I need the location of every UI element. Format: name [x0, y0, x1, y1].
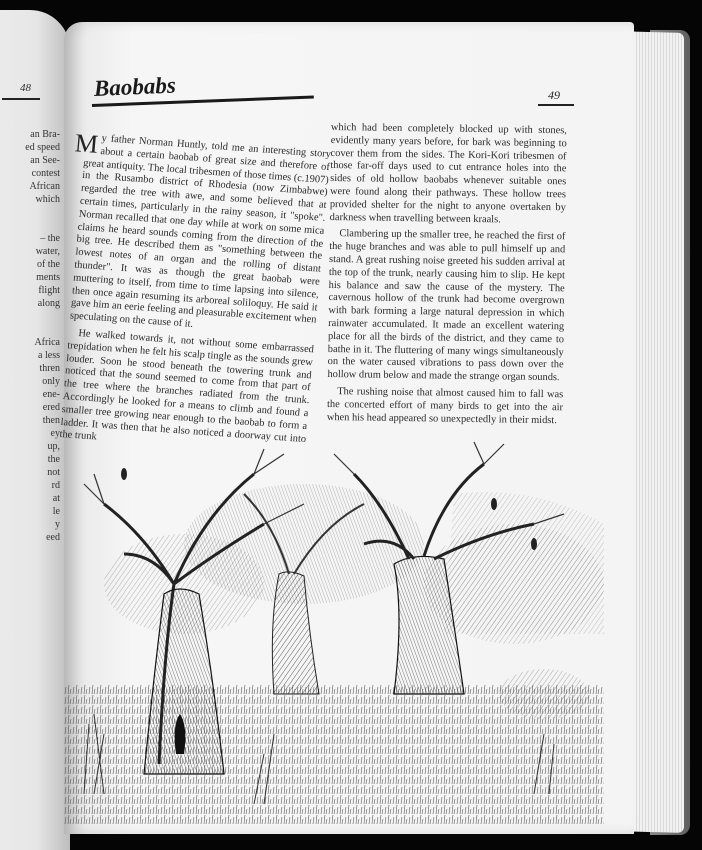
paragraph: Clambering up the smaller tree, he reached the first of the huge branches and was able to pull himself up and stand. A great rushing noise greeted his sudden arrival at the top of the trunk, nearly causing him to slip. He kept his balance and saw the cause of the mystery. The cavernous hollow of the trunk had become overgrown with bark forming a large natural depression in which rainwater accumulated. It made an excellent watering place for all the birds of the district, and they came to bathe in it. The fluttering of many wings simultaneously on the water caused vibrations to pass down over the hollow drum below and made the strange organ sounds.: [327, 228, 566, 384]
paragraph: which had been completely blocked up with stones, evidently many years before, for bark was beginning to cover them from the sides. The Kori-Kori tribesmen of those far-off days used to cut entrance holes into the sides of old hollow baobabs whenever suitable ones were found along their pathways. These hollow trees provided shelter for the night to anyone overtaken by darkness when travelling between kraals.: [329, 122, 567, 225]
left-page-fragment: [0, 206, 60, 219]
left-page-fragment: contest: [31, 168, 60, 179]
left-page-fragment: flight: [38, 285, 60, 296]
left-page-fragment: an Bra-: [30, 129, 60, 140]
left-page-fragment: Africa: [34, 337, 60, 348]
left-page-fragment: a less: [38, 350, 60, 361]
left-page-fragment: of the: [36, 259, 60, 270]
left-header-rule: [2, 98, 40, 100]
right-page-number: 49: [548, 88, 560, 102]
left-page-fragment: African: [29, 181, 60, 192]
left-page-fragment: [0, 323, 60, 336]
left-page-fragment: [0, 219, 60, 232]
left-page-fragment: not: [47, 467, 60, 478]
left-page-fragment: ey: [50, 428, 60, 439]
left-page-fragment: ed speed: [25, 142, 60, 153]
paragraph: He walked towards it, not without some embarrassed trepidation when he felt his scalp tingle as the sounds grew louder. Soon he stood beneath the towering trunk and noticed that the sound seemed to come from that part of the tree where the branches radiated from the trunk. Accordingly he looked for a means to climb and found a smaller tree growing near enough to the baobab to form a ladder. It was then that he also noticed a doorway cut into the trunk: [59, 327, 315, 445]
left-page-fragment: ered: [42, 402, 60, 413]
left-page-fragment: at: [52, 493, 60, 504]
left-page-fragment: along: [37, 298, 60, 309]
paragraph-text: y father Norman Huntly, told me an interesting story about a certain baobab of great size and therefore of great antiquity. The local tribesmen of those times (c.1907) in the Rusambo district of Rhodesia (now Zimbabwe) regarded the tree with awe, and some believed that at certain times, particularly in the rainy season, it "spoke". Norman recalled that one day while at work on some mica claims he heard sounds coming from the direction of the big tree. He described them as "something between the lowest notes of an organ and the rolling of distant thunder". It was as though the great baobab were muttering to itself, from time to time lapsing into silence, then once again resuming its arboreal soliloquy. He said it gave him an eerie feeling and pleasurable excitement when speculating on the cause of it.: [69, 133, 332, 331]
paragraph: The rushing noise that almost caused him to fall was the concerted effort of many birds to get into the air when his head appeared so unexpectedly in their midst.: [326, 386, 564, 426]
left-page-fragment: up,: [47, 441, 60, 452]
left-page-number: 48: [20, 82, 31, 94]
left-page-fragment: thren: [39, 363, 60, 374]
left-page-fragment: [0, 310, 60, 323]
text-column-left: [59, 128, 332, 459]
right-page: [59, 22, 634, 834]
chapter-title: Baobabs: [93, 72, 177, 101]
text-column-right: [327, 122, 567, 428]
left-page-fragment: – the: [40, 233, 60, 244]
paragraph: [69, 128, 332, 340]
left-page-fragment: ene-: [42, 389, 60, 400]
left-page-fragment: which: [35, 194, 60, 205]
baobab-illustration: [64, 434, 604, 824]
left-page-fragment: rd: [51, 480, 60, 491]
left-page-fragment: the: [47, 454, 60, 465]
left-page-fragment: only: [42, 376, 60, 387]
left-page-fragment: le: [52, 506, 60, 517]
left-page-fragment: an See-: [30, 155, 60, 166]
left-page-text-fragments: [0, 128, 60, 544]
drop-cap: M: [73, 128, 100, 159]
left-page-fragment: then: [42, 415, 60, 426]
left-page-fragment: eed: [46, 532, 60, 543]
page-number-rule: [538, 104, 574, 106]
left-page-fragment: y: [55, 519, 60, 530]
left-page-fragment: water,: [35, 246, 60, 257]
left-page-fragment: ments: [36, 272, 60, 283]
